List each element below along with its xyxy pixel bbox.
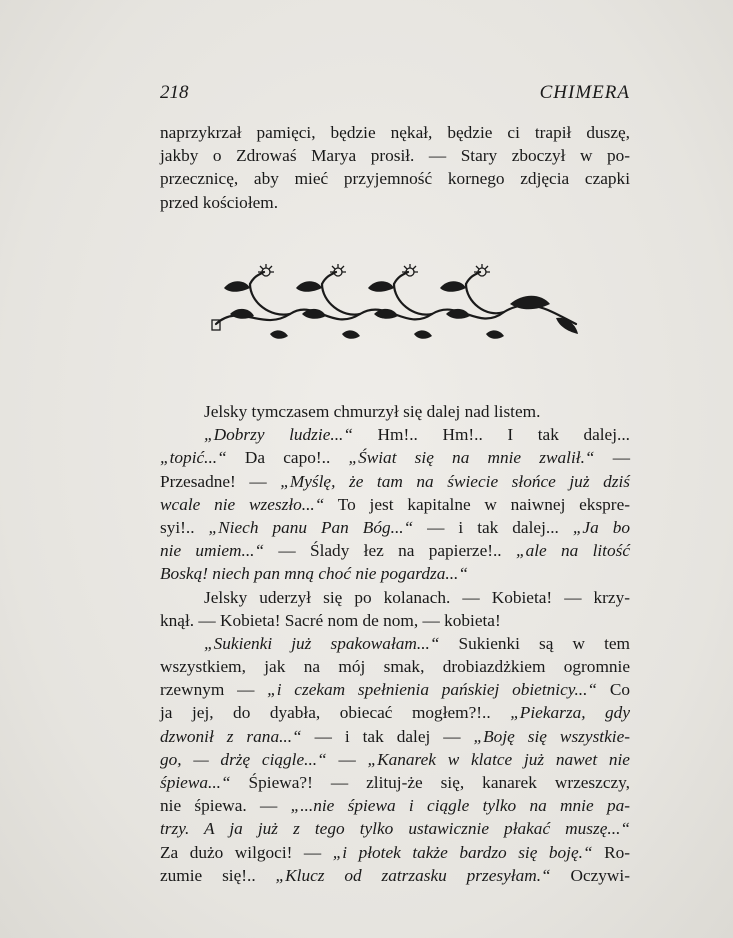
text-span: Oczywi-: [550, 865, 630, 885]
text-line: knął. — Kobieta! Sacré nom de nom, — kobieta!: [160, 610, 501, 630]
text-span: zumie się!..: [160, 865, 276, 885]
quote-span: nie umiem...“: [160, 541, 265, 561]
text-span: Za dużo wilgoci! —: [160, 842, 333, 862]
text-span: To jest kapitalne w naiwnej ekspre-: [324, 494, 630, 514]
quote-span: śpiewa...“: [160, 773, 231, 792]
quote-span: „Boję się wszystkie-: [473, 726, 630, 746]
paragraph-continued: [160, 121, 630, 214]
text-line: [160, 725, 630, 748]
text-line: [160, 632, 630, 655]
text-span: rzewnym —: [160, 680, 268, 700]
text-span: Sukienki są w tem: [439, 633, 630, 653]
quote-span: „topić...“: [160, 448, 227, 468]
text-line: Jelsky uderzył się po kolanach. — Kobieta! — krzy-: [204, 587, 630, 607]
quote-span: trzy. A ja już z tego tylko ustawicznie płakać muszę...“: [160, 819, 630, 839]
text-line: przecznicę, aby mieć przyjemność kornego zdjęcia czapki: [160, 169, 630, 189]
text-line: [160, 562, 630, 585]
text-line: [160, 701, 630, 724]
text-line: przed kościołem.: [160, 192, 279, 212]
text-span: —: [326, 749, 368, 769]
quote-span: „Klucz od zatrzasku przesyłam.“: [275, 865, 551, 885]
text-line: jakby o Zdrowaś Marya prosił. — Stary zboczył w po-: [160, 146, 630, 166]
page-header: [160, 82, 630, 106]
text-span: syi!..: [160, 517, 209, 537]
text-line: [160, 400, 630, 423]
quote-span: go, — drżę ciągle...“: [160, 749, 327, 769]
text-span: Co: [597, 680, 630, 700]
text-line: [160, 516, 630, 539]
text-span: ja jej, do dyabła, obiecać mogłem?!..: [160, 703, 511, 723]
text-line: [160, 493, 630, 516]
text-span: — i tak dalej...: [413, 517, 573, 537]
running-title: CHIMERA: [539, 82, 630, 103]
text-line: wszystkiem, jak na mój smak, drobiazdżkiem ogromnie: [160, 657, 630, 677]
text-span: — Ślady łez na papierze!..: [264, 541, 516, 561]
text-span: — i tak dalej —: [301, 726, 474, 746]
text-line: [160, 841, 630, 864]
quote-span: „Myślę, że tam na świecie słońce już dziś: [280, 471, 631, 491]
text-line: [160, 446, 630, 469]
text-span: Hm!.. Hm!.. I tak dalej...: [352, 425, 630, 445]
text-span: Przesadne! —: [160, 471, 281, 491]
quote-span: „i płotek także bardzo się boję.“: [332, 842, 593, 862]
floral-vine-ornament-icon: [210, 262, 586, 346]
quote-span: „i czekam spełnienia pańskiej obietnicy...“: [267, 680, 598, 700]
quote-span: „ale na litość: [515, 541, 631, 561]
text-line: [160, 470, 630, 493]
text-span: nie śpiewa. —: [160, 796, 291, 816]
quote-span: „Niech panu Pan Bóg...“: [208, 517, 414, 537]
quote-span: „Ja bo: [572, 517, 630, 537]
quote-span: „Dobrzy ludzie...“: [204, 425, 353, 445]
text-span: Ro-: [592, 842, 630, 862]
text-line: [160, 423, 630, 446]
page-number: 218: [160, 82, 189, 103]
quote-span: dzwonił z rana...“: [160, 726, 302, 746]
paragraph-main: [160, 400, 630, 887]
text-line: [160, 678, 630, 701]
quote-span: Boską! niech pan mną choć nie pogardza...“: [160, 564, 468, 584]
quote-span: „Piekarza, gdy: [510, 703, 630, 723]
quote-span: „...nie śpiewa i ciągle tylko na mnie pa-: [290, 796, 630, 816]
text-span: Jelsky tymczasem chmurzył się dalej nad listem.: [204, 402, 541, 421]
text-line: [160, 817, 630, 840]
text-line: [160, 771, 630, 794]
quote-span: „Świat się na mnie zwalił.“: [348, 448, 595, 468]
quote-span: wcale nie wzeszło...“: [160, 494, 325, 514]
text-span: —: [594, 448, 630, 468]
text-span: Śpiewa?! — zlituj-że się, kanarek wrzeszczy,: [230, 773, 630, 792]
text-line: [160, 864, 630, 887]
text-line: naprzykrzał pamięci, będzie nękał, będzie ci trapił duszę,: [160, 123, 630, 142]
text-span: Da capo!..: [226, 448, 349, 468]
text-line: [160, 748, 630, 771]
text-line: [160, 794, 630, 817]
text-line: [160, 539, 630, 562]
quote-span: „Sukienki już spakowałam...“: [204, 633, 440, 653]
quote-span: „Kanarek w klatce już nawet nie: [367, 749, 630, 769]
